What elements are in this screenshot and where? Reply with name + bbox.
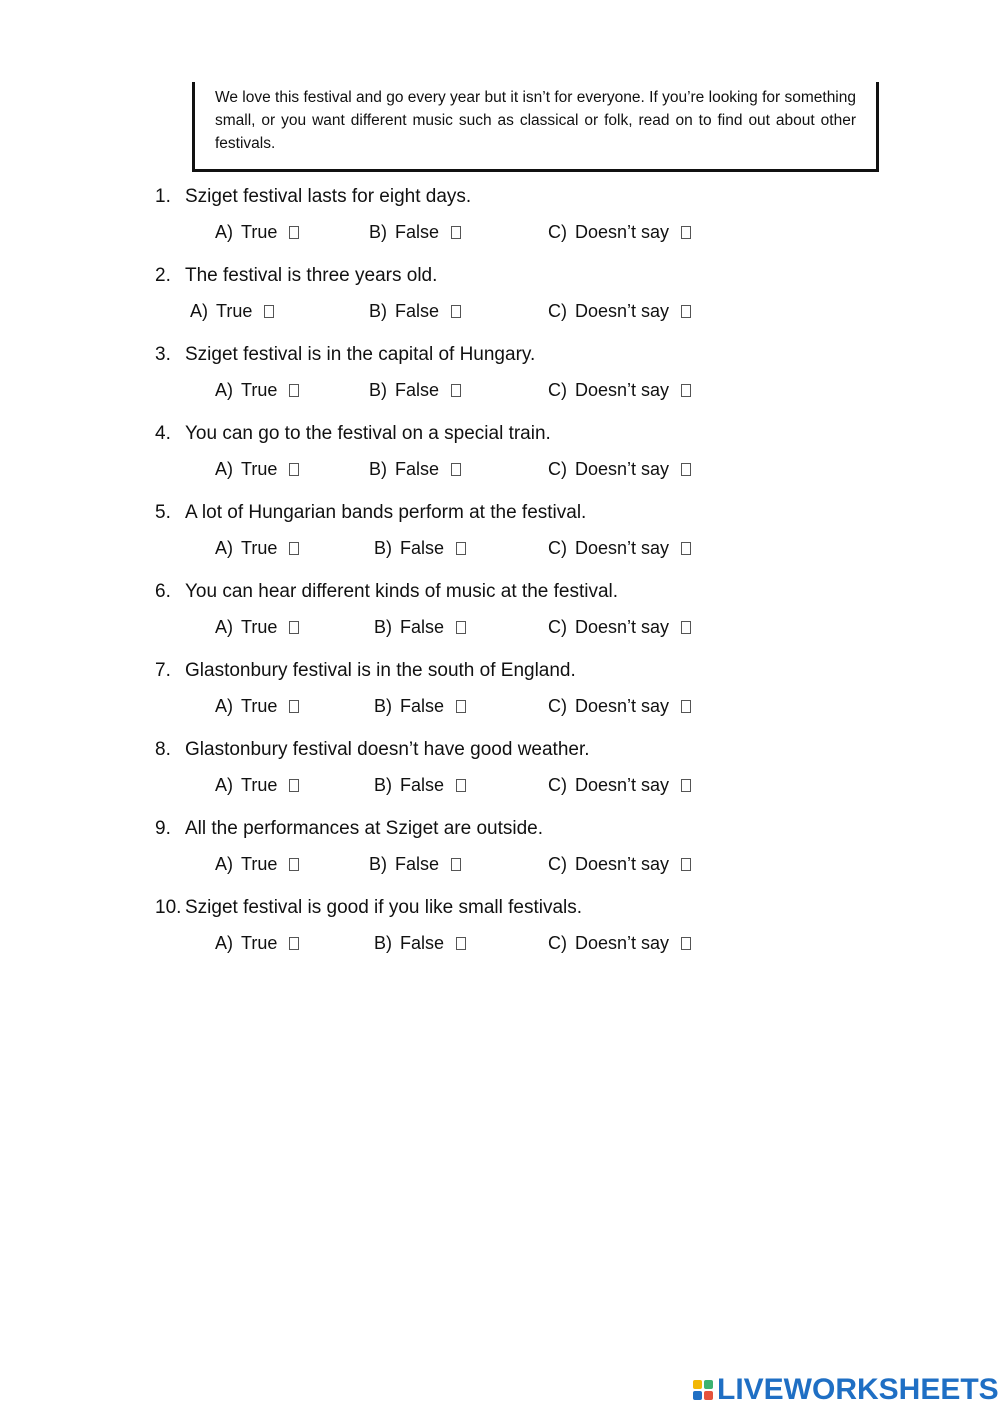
option-letter: C) <box>548 775 567 795</box>
checkbox-icon[interactable] <box>681 384 691 397</box>
checkbox-icon[interactable] <box>456 621 466 634</box>
option-b-q9[interactable] <box>369 854 461 875</box>
option-a-q5[interactable] <box>215 538 299 559</box>
option-label: Doesn’t say <box>575 775 670 795</box>
option-label: True <box>241 380 278 400</box>
question-number: 4. <box>155 423 171 444</box>
option-label: False <box>400 696 445 716</box>
option-letter: C) <box>548 538 567 558</box>
question-text: A lot of Hungarian bands perform at the festival. <box>185 502 587 523</box>
question-number: 2. <box>155 265 171 286</box>
checkbox-icon[interactable] <box>681 226 691 239</box>
question-5 <box>155 502 586 524</box>
option-b-q5[interactable] <box>374 538 466 559</box>
checkbox-icon[interactable] <box>264 305 274 318</box>
question-text: You can go to the festival on a special train. <box>185 423 551 444</box>
option-c-q9[interactable] <box>548 854 691 875</box>
logo-text: LIVEWORKSHEETS <box>717 1373 999 1406</box>
option-label: False <box>400 933 445 953</box>
option-label: True <box>241 775 278 795</box>
checkbox-icon[interactable] <box>289 226 299 239</box>
checkbox-icon[interactable] <box>456 700 466 713</box>
checkbox-icon[interactable] <box>289 700 299 713</box>
option-label: True <box>241 538 278 558</box>
option-b-q10[interactable] <box>374 933 466 954</box>
checkbox-icon[interactable] <box>681 937 691 950</box>
logo-icon <box>693 1380 713 1400</box>
question-number: 8. <box>155 739 171 760</box>
option-label: Doesn’t say <box>575 222 670 242</box>
option-label: Doesn’t say <box>575 538 670 558</box>
option-a-q3[interactable] <box>215 380 299 401</box>
question-number: 1. <box>155 186 171 207</box>
option-b-q7[interactable] <box>374 696 466 717</box>
option-letter: B) <box>369 854 387 874</box>
option-label: False <box>400 538 445 558</box>
question-text: You can hear different kinds of music at the festival. <box>185 581 619 602</box>
question-number: 7. <box>155 660 171 681</box>
option-letter: A) <box>215 617 233 637</box>
option-b-q1[interactable] <box>369 222 461 243</box>
question-text: Sziget festival is in the capital of Hungary. <box>185 344 536 365</box>
question-1 <box>155 186 471 208</box>
checkbox-icon[interactable] <box>289 621 299 634</box>
option-a-q2[interactable] <box>190 301 274 322</box>
option-c-q6[interactable] <box>548 617 691 638</box>
option-letter: C) <box>548 617 567 637</box>
option-label: False <box>395 301 440 321</box>
question-text: Glastonbury festival doesn’t have good weather. <box>185 739 590 760</box>
checkbox-icon[interactable] <box>681 621 691 634</box>
option-letter: B) <box>374 696 392 716</box>
question-number: 5. <box>155 502 171 523</box>
option-b-q3[interactable] <box>369 380 461 401</box>
option-label: Doesn’t say <box>575 696 670 716</box>
checkbox-icon[interactable] <box>681 779 691 792</box>
option-letter: C) <box>548 933 567 953</box>
option-c-q10[interactable] <box>548 933 691 954</box>
option-letter: C) <box>548 459 567 479</box>
option-a-q6[interactable] <box>215 617 299 638</box>
option-letter: A) <box>215 380 233 400</box>
option-letter: C) <box>548 222 567 242</box>
option-c-q4[interactable] <box>548 459 691 480</box>
checkbox-icon[interactable] <box>289 542 299 555</box>
option-a-q9[interactable] <box>215 854 299 875</box>
checkbox-icon[interactable] <box>451 226 461 239</box>
checkbox-icon[interactable] <box>451 305 461 318</box>
checkbox-icon[interactable] <box>681 542 691 555</box>
option-c-q2[interactable] <box>548 301 691 322</box>
option-label: True <box>241 854 278 874</box>
option-letter: A) <box>215 538 233 558</box>
option-a-q4[interactable] <box>215 459 299 480</box>
option-letter: A) <box>215 933 233 953</box>
option-letter: B) <box>374 933 392 953</box>
checkbox-icon[interactable] <box>289 937 299 950</box>
option-c-q5[interactable] <box>548 538 691 559</box>
option-label: False <box>395 222 440 242</box>
option-label: False <box>395 459 440 479</box>
option-letter: B) <box>374 617 392 637</box>
checkbox-icon[interactable] <box>451 384 461 397</box>
question-9 <box>155 818 543 840</box>
option-a-q1[interactable] <box>215 222 299 243</box>
option-b-q4[interactable] <box>369 459 461 480</box>
logo-square <box>693 1380 702 1389</box>
option-letter: A) <box>215 696 233 716</box>
checkbox-icon[interactable] <box>681 858 691 871</box>
option-label: True <box>241 222 278 242</box>
option-label: Doesn’t say <box>575 380 670 400</box>
question-3 <box>155 344 535 366</box>
reading-passage <box>192 82 879 172</box>
option-letter: B) <box>374 538 392 558</box>
option-letter: A) <box>215 854 233 874</box>
liveworksheets-logo <box>693 1374 999 1406</box>
option-letter: A) <box>215 222 233 242</box>
checkbox-icon[interactable] <box>289 463 299 476</box>
option-letter: A) <box>190 301 208 321</box>
question-text: Sziget festival lasts for eight days. <box>185 186 472 207</box>
logo-square <box>704 1391 713 1400</box>
option-a-q10[interactable] <box>215 933 299 954</box>
passage-text: We love this festival and go every year but it isn’t for everyone. If you’re looking for something small, or you want different music such as classical or folk, read on to find out about other festivals. <box>215 89 856 152</box>
checkbox-icon[interactable] <box>451 858 461 871</box>
option-label: Doesn’t say <box>575 933 670 953</box>
option-b-q2[interactable] <box>369 301 461 322</box>
option-label: Doesn’t say <box>575 617 670 637</box>
question-text: The festival is three years old. <box>185 265 438 286</box>
option-label: False <box>400 775 445 795</box>
checkbox-icon[interactable] <box>681 463 691 476</box>
question-2 <box>155 265 437 287</box>
question-text: All the performances at Sziget are outside. <box>185 818 544 839</box>
checkbox-icon[interactable] <box>289 384 299 397</box>
question-text: Sziget festival is good if you like small festivals. <box>185 897 583 918</box>
option-letter: B) <box>369 301 387 321</box>
checkbox-icon[interactable] <box>456 779 466 792</box>
option-label: False <box>395 854 440 874</box>
question-6 <box>155 581 618 603</box>
option-label: True <box>216 301 253 321</box>
option-letter: C) <box>548 854 567 874</box>
question-8 <box>155 739 590 761</box>
option-letter: B) <box>374 775 392 795</box>
option-c-q1[interactable] <box>548 222 691 243</box>
option-c-q3[interactable] <box>548 380 691 401</box>
question-number: 3. <box>155 344 171 365</box>
question-7 <box>155 660 576 682</box>
option-label: True <box>241 617 278 637</box>
question-10 <box>155 897 582 919</box>
option-label: Doesn’t say <box>575 459 670 479</box>
option-c-q7[interactable] <box>548 696 691 717</box>
option-label: False <box>395 380 440 400</box>
option-label: True <box>241 696 278 716</box>
option-b-q6[interactable] <box>374 617 466 638</box>
option-label: Doesn’t say <box>575 301 670 321</box>
option-letter: B) <box>369 459 387 479</box>
option-letter: C) <box>548 696 567 716</box>
option-label: Doesn’t say <box>575 854 670 874</box>
option-label: True <box>241 933 278 953</box>
option-label: False <box>400 617 445 637</box>
option-a-q7[interactable] <box>215 696 299 717</box>
question-number: 10. <box>155 897 182 918</box>
option-c-q8[interactable] <box>548 775 691 796</box>
option-letter: A) <box>215 775 233 795</box>
option-letter: A) <box>215 459 233 479</box>
checkbox-icon[interactable] <box>456 542 466 555</box>
option-letter: B) <box>369 380 387 400</box>
checkbox-icon[interactable] <box>289 779 299 792</box>
question-number: 9. <box>155 818 171 839</box>
checkbox-icon[interactable] <box>681 700 691 713</box>
checkbox-icon[interactable] <box>451 463 461 476</box>
checkbox-icon[interactable] <box>681 305 691 318</box>
option-letter: C) <box>548 301 567 321</box>
logo-square <box>704 1380 713 1389</box>
option-label: True <box>241 459 278 479</box>
question-4 <box>155 423 551 445</box>
option-b-q8[interactable] <box>374 775 466 796</box>
question-number: 6. <box>155 581 171 602</box>
question-text: Glastonbury festival is in the south of England. <box>185 660 576 681</box>
logo-square <box>693 1391 702 1400</box>
option-letter: B) <box>369 222 387 242</box>
option-letter: C) <box>548 380 567 400</box>
checkbox-icon[interactable] <box>456 937 466 950</box>
option-a-q8[interactable] <box>215 775 299 796</box>
checkbox-icon[interactable] <box>289 858 299 871</box>
